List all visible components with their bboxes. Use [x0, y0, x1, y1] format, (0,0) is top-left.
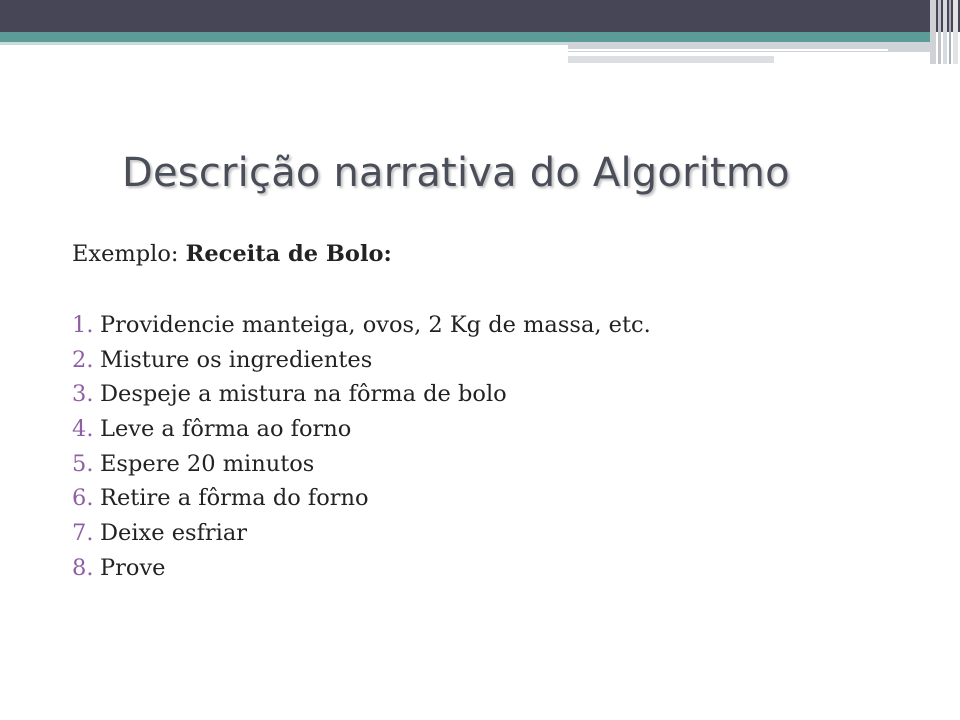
recipe-steps-list — [72, 308, 651, 586]
example-label: Exemplo: — [72, 241, 179, 267]
step-text: Leve a fôrma ao forno — [100, 416, 352, 443]
slide-title: Descrição narrativa do Algoritmo — [122, 150, 790, 196]
corner-stripe — [953, 0, 958, 64]
header-banner-white-line — [568, 49, 888, 51]
corner-stripe — [943, 0, 947, 64]
list-item — [72, 481, 651, 516]
step-text: Providencie manteiga, ovos, 2 Kg de massa, etc. — [100, 312, 651, 338]
step-number: 1. — [72, 312, 94, 338]
header-banner-light-line — [0, 42, 568, 45]
step-text: Prove — [100, 554, 166, 581]
step-number: 6. — [72, 485, 94, 512]
step-text: Despeje a mistura na fôrma de bolo — [100, 381, 507, 408]
step-number: 8. — [72, 554, 94, 581]
example-heading — [72, 236, 651, 272]
list-item — [72, 551, 651, 586]
corner-stripe — [949, 0, 951, 64]
step-text: Espere 20 minutos — [100, 450, 315, 477]
step-number: 2. — [72, 346, 94, 373]
list-item — [72, 516, 651, 551]
step-number: 4. — [72, 416, 94, 443]
example-title: Receita de Bolo: — [185, 241, 392, 267]
header-banner-gray-strip-lower — [568, 56, 774, 63]
header-banner-dark — [0, 0, 960, 32]
header-corner-stripes — [930, 0, 960, 64]
step-text: Misture os ingredientes — [100, 346, 373, 373]
header-banner-teal — [0, 32, 930, 42]
slide-content — [72, 236, 651, 586]
list-item — [72, 447, 651, 482]
step-number: 7. — [72, 520, 94, 547]
list-item — [72, 377, 651, 412]
corner-stripe — [938, 0, 941, 64]
step-number: 5. — [72, 450, 94, 477]
list-item — [72, 412, 651, 447]
corner-stripe — [930, 0, 936, 64]
step-text: Deixe esfriar — [100, 520, 248, 547]
step-number: 3. — [72, 381, 94, 408]
spacer — [72, 272, 651, 308]
step-text: Retire a fôrma do forno — [100, 485, 369, 512]
list-item — [72, 343, 651, 378]
list-item — [72, 308, 651, 343]
